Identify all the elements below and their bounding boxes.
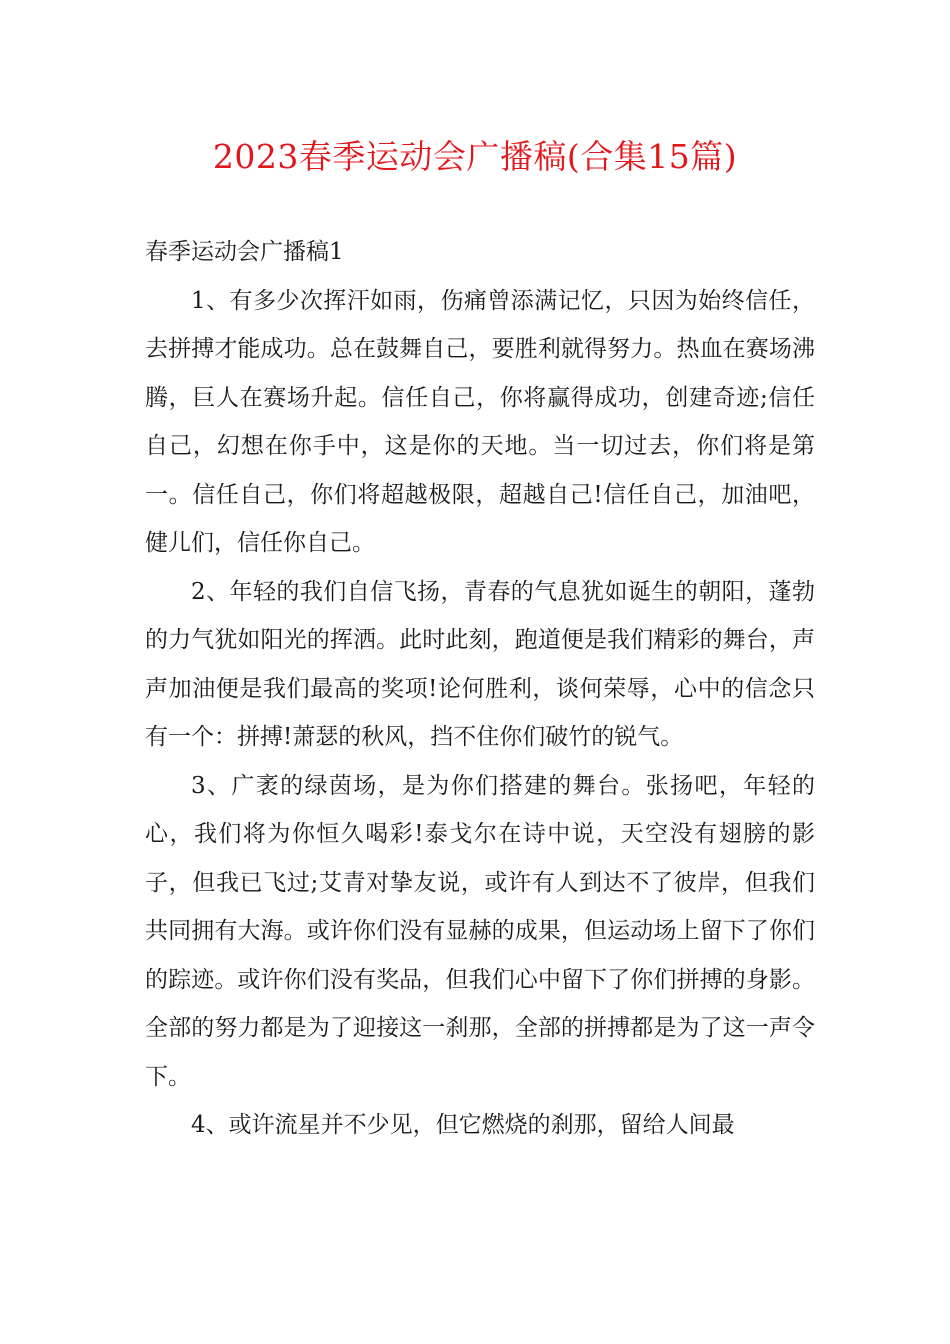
paragraph-3: 3、广袤的绿茵场，是为你们搭建的舞台。张扬吧，年轻的心，我们将为你恒久喝彩!泰戈尔在诗中说，天空没有翅膀的影子，但我已飞过;艾青对挚友说，或许有人到达不了彼岸，但我们共同拥有大海。或许你们没有显赫的成果，但运动场上留下了你们的踪迹。或许你们没有奖品，但我们心中留下了你们拼搏的身影。全部的努力都是为了迎接这一刹那，全部的拼搏都是为了这一声令下。 — [145, 772, 815, 1090]
document-body — [145, 228, 815, 1150]
section-heading: 春季运动会广播稿1 — [145, 239, 344, 265]
paragraph-4: 4、或许流星并不少见，但它燃烧的刹那，留给人间最 — [191, 1112, 735, 1138]
paragraph-1: 1、有多少次挥汗如雨，伤痛曾添满记忆，只因为始终信任，去拼搏才能成功。总在鼓舞自己，要胜利就得努力。热血在赛场沸腾，巨人在赛场升起。信任自己，你将赢得成功，创建奇迹;信任自己，幻想在你手中，这是你的天地。当一切过去，你们将是第一。信任自己，你们将超越极限，超越自己!信任自己，加油吧，健儿们，信任你自己。 — [145, 287, 815, 556]
paragraph-2: 2、年轻的我们自信飞扬，青春的气息犹如诞生的朝阳，蓬勃的力气犹如阳光的挥洒。此时此刻，跑道便是我们精彩的舞台，声声加油便是我们最高的奖项!论何胜利，谈何荣辱，心中的信念只有一个：拼搏!萧瑟的秋风，挡不住你们破竹的锐气。 — [145, 578, 815, 750]
document-title: 2023春季运动会广播稿(合集15篇) — [212, 137, 738, 176]
